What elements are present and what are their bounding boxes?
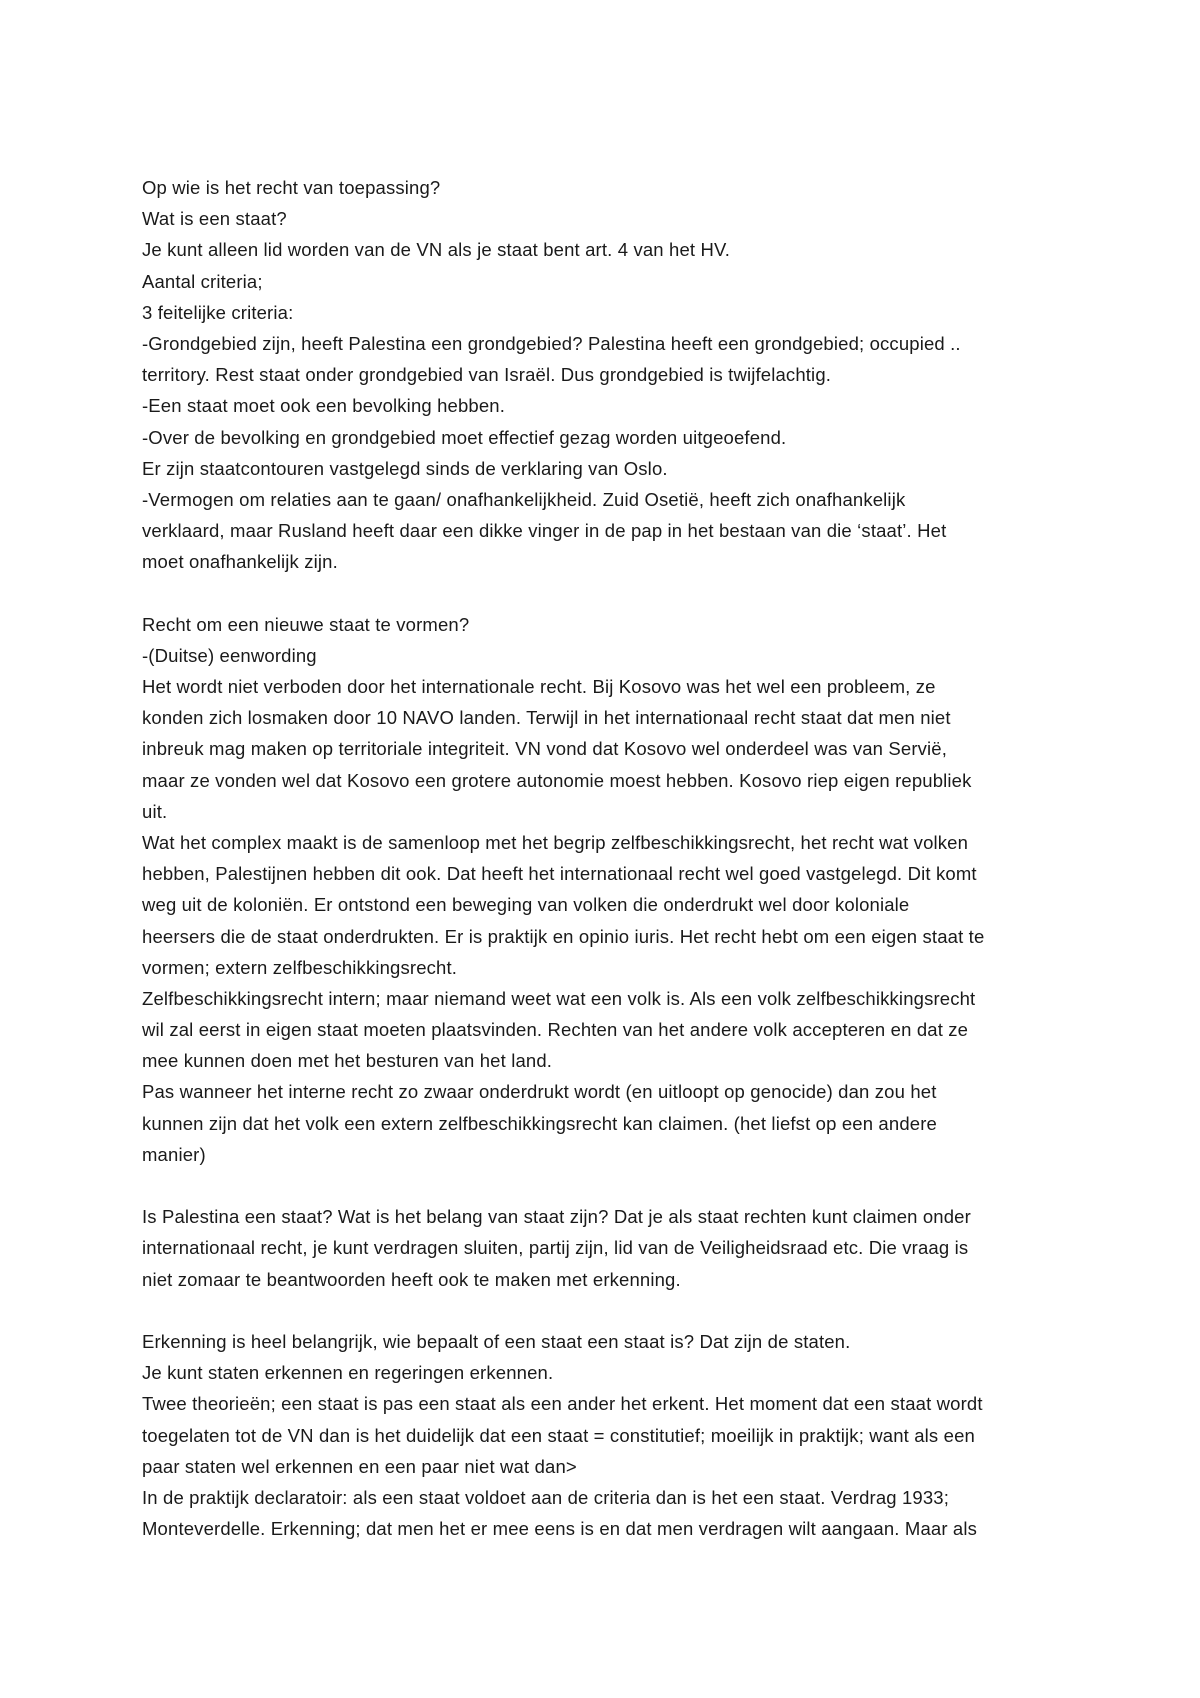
text-line: Is Palestina een staat? Wat is het belang van staat zijn? Dat je als staat rechten kunt claimen onder — [142, 1206, 971, 1228]
text-line: Pas wanneer het interne recht zo zwaar onderdrukt wordt (en uitloopt op genocide) dan zou het — [142, 1081, 937, 1103]
text-line: wil zal eerst in eigen staat moeten plaatsvinden. Rechten van het andere volk accepteren en dat ze — [142, 1019, 969, 1041]
text-line: internationaal recht, je kunt verdragen sluiten, partij zijn, lid van de Veiligheidsraad etc. Die vraag is — [142, 1237, 969, 1259]
text-line: heersers die de staat onderdrukten. Er is praktijk en opinio iuris. Het recht hebt om een eigen staat te — [142, 925, 985, 947]
text-line: Je kunt staten erkennen en regeringen erkennen. — [142, 1362, 554, 1384]
text-line: -Over de bevolking en grondgebied moet effectief gezag worden uitgeoefend. — [142, 426, 787, 448]
text-line: maar ze vonden wel dat Kosovo een grotere autonomie moest hebben. Kosovo riep eigen republiek — [142, 769, 972, 791]
text-line: uit. — [142, 800, 168, 822]
text-line: In de praktijk declaratoir: als een staat voldoet aan de criteria dan is het een staat. Verdrag 1933; — [142, 1486, 950, 1508]
text-line: territory. Rest staat onder grondgebied van Israël. Dus grondgebied is twijfelachtig. — [142, 364, 832, 386]
text-line: manier) — [142, 1143, 206, 1165]
text-line: Op wie is het recht van toepassing? — [142, 177, 441, 198]
blank-line — [142, 577, 1082, 608]
text-line: weg uit de koloniën. Er ontstond een beweging van volken die onderdrukt wel door koloniale — [142, 894, 910, 916]
text-line: Erkenning is heel belangrijk, wie bepaalt of een staat een staat is? Dat zijn de staten. — [142, 1330, 851, 1352]
text-line: 3 feitelijke criteria: — [142, 301, 294, 323]
text-line: konden zich losmaken door 10 NAVO landen. Terwijl in het internationaal recht staat dat men niet — [142, 707, 951, 729]
text-line: Het wordt niet verboden door het internationale recht. Bij Kosovo was het wel een probleem, ze — [142, 676, 936, 697]
text-line: -Een staat moet ook een bevolking hebben. — [142, 395, 506, 417]
text-line: Recht om een nieuwe staat te vormen? — [142, 613, 470, 635]
blank-line — [142, 1295, 1082, 1326]
document-body — [142, 172, 1082, 1544]
text-line: -Vermogen om relaties aan te gaan/ onafhankelijkheid. Zuid Osetië, heeft zich onafhankelijk — [142, 488, 906, 510]
text-line: -Grondgebied zijn, heeft Palestina een grondgebied? Palestina heeft een grondgebied; occupied .. — [142, 332, 961, 354]
blank-line — [142, 1170, 1082, 1201]
text-line: Aantal criteria; — [142, 270, 263, 292]
text-line: Monteverdelle. Erkenning; dat men het er mee eens is en dat men verdragen wilt aangaan. Maar als — [142, 1518, 978, 1540]
text-line: Je kunt alleen lid worden van de VN als je staat bent art. 4 van het HV. — [142, 239, 731, 261]
text-line: Er zijn staatcontouren vastgelegd sinds de verklaring van Oslo. — [142, 457, 668, 479]
text-line: hebben, Palestijnen hebben dit ook. Dat heeft het internationaal recht wel goed vastgelegd. Dit komt — [142, 863, 977, 885]
text-line: kunnen zijn dat het volk een extern zelfbeschikkingsrecht kan claimen. (het liefst op een andere — [142, 1112, 937, 1134]
text-line: verklaard, maar Rusland heeft daar een dikke vinger in de pap in het bestaan van die ‘staat’. Het — [142, 520, 947, 542]
text-line: niet zomaar te beantwoorden heeft ook te maken met erkenning. — [142, 1268, 681, 1290]
text-line: mee kunnen doen met het besturen van het land. — [142, 1050, 553, 1072]
text-line: Wat het complex maakt is de samenloop met het begrip zelfbeschikkingsrecht, het recht wat volken — [142, 831, 969, 853]
text-line: paar staten wel erkennen en een paar niet wat dan> — [142, 1455, 577, 1477]
text-line: toegelaten tot de VN dan is het duidelijk dat een staat = constitutief; moeilijk in praktijk; want als een — [142, 1424, 975, 1446]
text-line: -(Duitse) eenwording — [142, 644, 317, 666]
text-line: Wat is een staat? — [142, 208, 287, 230]
text-line: vormen; extern zelfbeschikkingsrecht. — [142, 956, 458, 978]
text-line: moet onafhankelijk zijn. — [142, 551, 338, 573]
text-line: Zelfbeschikkingsrecht intern; maar niemand weet wat een volk is. Als een volk zelfbeschikkingsrecht — [142, 987, 976, 1009]
text-line: inbreuk mag maken op territoriale integriteit. VN vond dat Kosovo wel onderdeel was van Servië, — [142, 738, 948, 760]
text-line: Twee theorieën; een staat is pas een staat als een ander het erkent. Het moment dat een staat wordt — [142, 1393, 983, 1415]
